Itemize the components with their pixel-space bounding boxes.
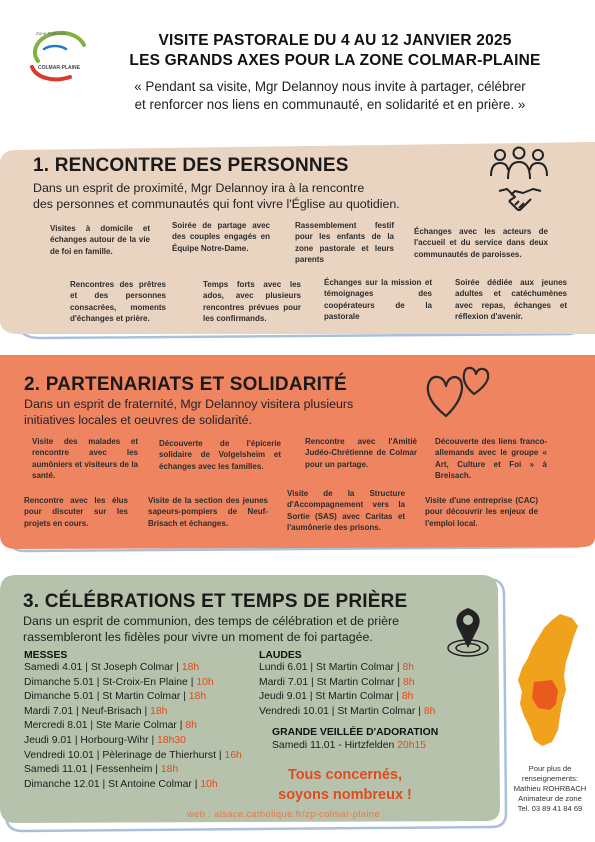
section2-title: 2. PARTENARIATS ET SOLIDARITÉ	[24, 374, 347, 395]
section1-item: Visites à domicile et échanges autour de la vie de foi en famille.	[50, 224, 150, 256]
map-pin-icon	[446, 604, 494, 660]
hearts-icon	[424, 360, 496, 420]
section3-title: 3. CÉLÉBRATIONS ET TEMPS DE PRIÈRE	[23, 591, 408, 612]
mass-row: Dimanche 12.01 | St Antoine Colmar | 10h	[24, 778, 218, 790]
messes-label: MESSES	[24, 650, 68, 661]
header-quote-line1: « Pendant sa visite, Mgr Delannoy nous invite à partager, célébrer	[134, 79, 526, 94]
contact-name: Mathieu ROHRBACH	[513, 784, 587, 793]
mass-row: Dimanche 5.01 | St Martin Colmar | 18h	[24, 691, 207, 703]
contact-line: Pour plus de	[528, 764, 572, 773]
section2-item: Visite des malades et rencontre avec les aumôniers et visiteurs de la santé.	[32, 437, 138, 480]
section2-item: Rencontre avec les élus pour discuter sur les projets en cours.	[24, 496, 128, 528]
logo-line2: COLMAR-PLAINE	[38, 65, 80, 71]
mass-row: Mercredi 8.01 | Ste Marie Colmar | 8h	[24, 720, 197, 732]
veillee-label: GRANDE VEILLÉE D'ADORATION	[272, 727, 439, 738]
laudes-row: Jeudi 9.01 | St Martin Colmar | 8h	[259, 691, 414, 703]
laudes-row: Lundi 6.01 | St Martin Colmar | 8h	[259, 662, 414, 673]
group-icon	[488, 146, 550, 182]
section2-item: Découverte des liens franco-allemands avec le groupe « Art, Culture et Foi » à Breisach.	[435, 437, 547, 480]
laudes-row: Vendredi 10.01 | St Martin Colmar | 8h	[259, 705, 436, 717]
section1-item: Temps forts avec les ados, avec plusieurs rencontres prévues pour les confirmands.	[203, 280, 301, 323]
section2-item: Découverte de l'épicerie solidaire de Volgelsheim et échanges avec les familles.	[159, 439, 281, 471]
section1-item: Soirée dédiée aux jeunes adultes et catéchumènes avec repas, échanges et réflexion d'avenir.	[455, 278, 567, 321]
header-quote-line2: et renforcer nos liens en communauté, en solidarité et en prière. »	[134, 97, 526, 112]
messes-list	[24, 661, 242, 792]
contact-info	[506, 764, 594, 814]
section1-item: Échanges avec les acteurs de l'accueil et du service dans deux communautés de paroisses.	[414, 227, 548, 259]
section1-intro-line2: des personnes et communautés qui font vivre l'Église au quotidien.	[33, 197, 400, 211]
section1-item: Soirée de partage avec des couples engagés en Équipe Notre-Dame.	[172, 221, 270, 253]
mass-row: Dimanche 5.01 | St-Croix-En Plaine | 10h	[24, 676, 214, 688]
mass-row: Samedi 11.01 | Fessenheim | 18h	[24, 764, 179, 776]
mass-row: Jeudi 9.01 | Horbourg-Wihr | 18h30	[24, 734, 186, 746]
section3-intro-line2: rassembleront les fidèles pour vivre un moment de foi partagée.	[23, 630, 373, 644]
laudes-list	[259, 661, 435, 719]
section3-intro-line1: Dans un esprit de communion, des temps de célébration et de prière	[23, 614, 400, 628]
laudes-row: Mardi 7.01 | St Martin Colmar | 8h	[259, 676, 415, 688]
section2-item: Visite de la section des jeunes sapeurs-pompiers de Neuf-Brisach et échanges.	[148, 496, 268, 528]
handshake-icon	[497, 183, 543, 213]
section2-intro-line1: Dans un esprit de fraternité, Mgr Delannoy visitera plusieurs	[24, 397, 354, 411]
contact-phone: Tel. 03 89 41 84 69	[517, 804, 583, 813]
section1-item: Rassemblement festif pour les enfants de la zone pastorale et leurs parents	[295, 221, 394, 264]
section2-item: Rencontre avec l'Amitié Judéo-Chrétienne de Colmar pour un partage.	[305, 437, 417, 469]
mass-row: Vendredi 10.01 | Pèlerinage de Thierhurst | 16h	[24, 749, 242, 761]
website-link[interactable]: web : alsace.catholique.fr/zp-colmar-plaine	[187, 809, 380, 820]
mass-row: Mardi 7.01 | Neuf-Brisach | 18h	[24, 705, 168, 717]
section2-intro-line2: initiatives locales et oeuvres de solidarité.	[24, 413, 252, 427]
section1-intro-line1: Dans un esprit de proximité, Mgr Delannoy ira à la rencontre	[33, 181, 365, 195]
alsace-map	[512, 612, 584, 752]
header-title-line1: VISITE PASTORALE DU 4 AU 12 JANVIER 2025	[158, 32, 512, 49]
veillee-row: Samedi 11.01 - Hirtzfelden 20h15	[272, 740, 427, 751]
logo-line1: Zone Pastorale	[36, 31, 67, 36]
section2-item: Visite d'une entreprise (CAC) pour découvrir les enjeux de l'emploi local.	[425, 496, 538, 528]
laudes-label: LAUDES	[259, 650, 302, 661]
contact-role: Animateur de zone	[518, 794, 582, 803]
zone-logo	[24, 25, 88, 87]
section1-item: Rencontres des prêtres et des personnes consacrées, moments d'échanges et prière.	[70, 280, 166, 323]
contact-line: renseignements:	[521, 774, 579, 783]
section2-item: Visite de la Structure d'Accompagnement vers la Sortie (SAS) avec Caritas et l'aumônerie des prisons.	[287, 489, 405, 532]
header-title-line2: LES GRANDS AXES POUR LA ZONE COLMAR-PLAINE	[129, 52, 541, 69]
section1-item: Échanges sur la mission et témoignages des coopérateurs de la pastorale	[324, 278, 432, 321]
cta-line1: Tous concernés,	[287, 767, 403, 783]
section1-title: 1. RENCONTRE DES PERSONNES	[33, 155, 349, 176]
mass-row: Samedi 4.01 | St Joseph Colmar | 18h	[24, 662, 200, 673]
cta-line2: soyons nombreux !	[278, 787, 412, 803]
